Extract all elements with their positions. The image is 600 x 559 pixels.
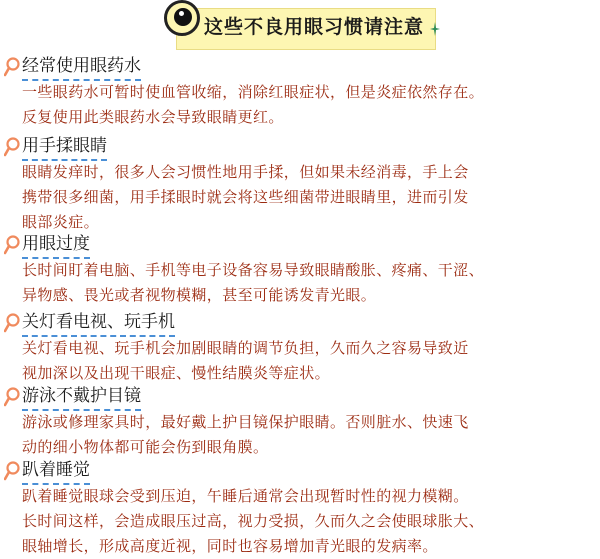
section-body [22, 258, 592, 308]
body-line: 关灯看电视、玩手机会加剧眼睛的调节负担，久而久之容易导致近 [22, 339, 469, 357]
body-line: 长时间这样，会造成眼压过高，视力受损，久而久之会使眼球胀大、 [22, 512, 485, 530]
body-line: 携带很多细菌，用手揉眼时就会将这些细菌带进眼睛里，进而引发 [22, 188, 469, 206]
section-body [22, 160, 592, 235]
body-line: 眼部炎症。 [22, 213, 100, 231]
magnifier-icon [4, 313, 20, 333]
section-title: 用手揉眼睛 [22, 134, 107, 161]
body-line: 一些眼药水可暂时使血管收缩，消除红眼症状，但是炎症依然存在。 [22, 83, 485, 101]
body-line: 眼轴增长，形成高度近视，同时也容易增加青光眼的发病率。 [22, 537, 438, 555]
section-title: 趴着睡觉 [22, 458, 90, 485]
eye-icon [164, 0, 200, 36]
body-line: 视加深以及出现干眼症、慢性结膜炎等症状。 [22, 364, 331, 382]
body-line: 游泳或修理家具时，最好戴上护目镜保护眼睛。否则脏水、快速飞 [22, 413, 469, 431]
section-title: 关灯看电视、玩手机 [22, 310, 175, 337]
section-title: 游泳不戴护目镜 [22, 384, 141, 411]
body-line: 动的细小物体都可能会伤到眼角膜。 [22, 438, 269, 456]
section-title: 用眼过度 [22, 232, 90, 259]
magnifier-icon [4, 235, 20, 255]
body-line: 长时间盯着电脑、手机等电子设备容易导致眼睛酸胀、疼痛、干涩、 [22, 261, 485, 279]
section-body [22, 336, 592, 386]
section-body [22, 410, 592, 460]
magnifier-icon [4, 57, 20, 77]
body-line: 异物感、畏光或者视物模糊，甚至可能诱发青光眼。 [22, 286, 377, 304]
body-line: 眼睛发痒时，很多人会习惯性地用手揉，但如果未经消毒，手上会 [22, 163, 469, 181]
body-line: 趴着睡觉眼球会受到压迫，午睡后通常会出现暂时性的视力模糊。 [22, 487, 469, 505]
magnifier-icon [4, 461, 20, 481]
section-body [22, 80, 592, 130]
body-line: 反复使用此类眼药水会导致眼睛更红。 [22, 108, 284, 126]
page-title: 这些不良用眼习惯请注意 [203, 16, 424, 38]
magnifier-icon [4, 137, 20, 157]
magnifier-icon [4, 387, 20, 407]
section-body [22, 484, 592, 559]
section-title: 经常使用眼药水 [22, 54, 141, 81]
